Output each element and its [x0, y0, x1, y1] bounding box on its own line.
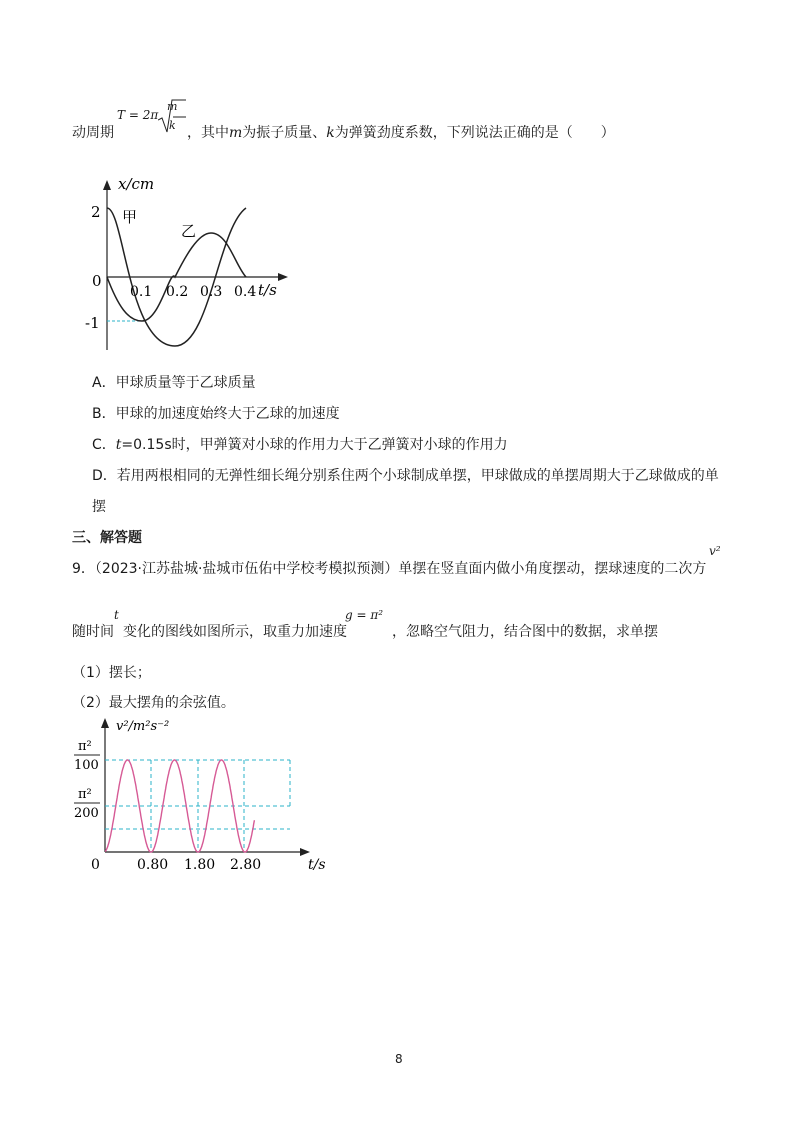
graph1-x-tick-02: 0.2 [166, 284, 189, 300]
graph1-y-tick-2: 2 [91, 203, 101, 221]
q8-intro-text [187, 122, 615, 142]
graph1-y-tick-neg1: -1 [85, 314, 100, 332]
q9-line2-a: 随时间 [72, 624, 114, 640]
period-formula-k: k [169, 119, 176, 132]
graph2-x-tick-080: 0.80 [137, 857, 169, 873]
q9-sub1: （1）摆长； [72, 665, 151, 681]
graph2-y-tick-top-num: π² [78, 739, 92, 754]
graph1-x-arrow-icon [278, 273, 288, 281]
graph2-x-tick-280: 2.80 [230, 857, 262, 873]
period-formula-m: m [167, 100, 178, 113]
period-formula-t: T = 2π [117, 108, 159, 122]
section-title: 三、解答题 [72, 530, 142, 546]
q8-intro-mid1: ，其中 [187, 125, 229, 141]
q9-line1: 9．（2023·江苏盐城·盐城市伍佑中学校考模拟预测）单摆在竖直面内做小角度摆动，摆球速度的二次方 [72, 561, 707, 577]
q9-line2-b: 变化的图线如图所示，取重力加速度 [123, 624, 347, 640]
option-c-var-t: t [115, 437, 122, 453]
graph1-x-label: t/s [258, 281, 277, 299]
q9-line2-c: ，忽略空气阻力，结合图中的数据，求单摆 [392, 624, 658, 640]
graph1-x-tick-01: 0.1 [130, 284, 153, 300]
graph2-y-arrow-icon [101, 718, 109, 728]
q9-line2 [72, 621, 114, 641]
option-c [92, 434, 508, 454]
graph2-y-tick-mid-den: 200 [74, 806, 99, 821]
graph1-y-label: x/cm [118, 175, 155, 193]
graph2-origin: 0 [91, 857, 100, 873]
curve-label-jia: 甲 [122, 208, 138, 226]
graph1-y-arrow-icon [103, 180, 111, 190]
option-c-rest: =0.15s时，甲弹簧对小球的作用力大于乙弹簧对小球的作用力 [121, 437, 508, 453]
graph1-y-tick-0: 0 [92, 272, 102, 290]
q9-g-formula: g = π² [345, 608, 384, 622]
graph2-x-arrow-icon [300, 848, 310, 856]
q8-intro-mid3: 为弹簧劲度系数，下列说法正确的是（ ） [334, 125, 615, 141]
graph2-y-tick-top-den: 100 [74, 758, 99, 773]
graph2-y-label: v²/m²s⁻² [116, 719, 170, 734]
curve-label-yi: 乙 [181, 222, 197, 240]
option-a: A．甲球质量等于乙球质量 [92, 375, 256, 391]
graph1-x-tick-03: 0.3 [200, 284, 223, 300]
graph1-x-tick-04: 0.4 [234, 284, 257, 300]
option-b: B．甲球的加速度始终大于乙球的加速度 [92, 406, 340, 422]
q9-sub2: （2）最大摆角的余弦值。 [72, 695, 235, 711]
q8-intro-prefix: 动周期 [72, 125, 114, 141]
q8-intro-line [72, 122, 114, 142]
graph2-y-tick-mid-num: π² [78, 787, 92, 802]
q9-t-var: t [114, 608, 119, 622]
option-d-line1: D．若用两根相同的无弹性细长绳分别系住两个小球制成单摆，甲球做成的单摆周期大于乙球做成的单 [92, 468, 719, 484]
graph2-x-tick-180: 1.80 [184, 857, 216, 873]
option-d-line2: 摆 [92, 499, 106, 515]
q8-var-k: k [326, 125, 335, 141]
q8-var-m: m [229, 125, 243, 141]
graph2-x-label: t/s [308, 857, 326, 873]
q8-intro-mid2: 为振子质量、 [242, 125, 327, 141]
graph-x-t [80, 170, 310, 355]
page-number: 8 [395, 1052, 403, 1066]
graph-v2-t [70, 712, 340, 882]
option-c-prefix: C． [92, 437, 116, 453]
q9-v2: v² [709, 544, 721, 558]
